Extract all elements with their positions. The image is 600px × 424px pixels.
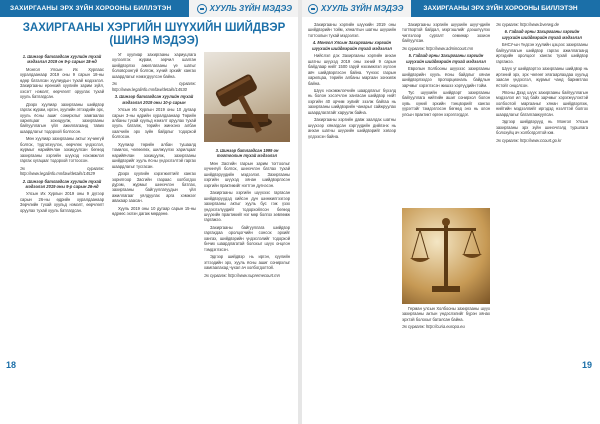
paragraph: Дээрх хуулиар захиргааны шийдвэр гаргах журам, иргэн, хуулийн этгээдийн эрх, хууль ёсны ашиг сонирхлыг хамгаалах харилцааг зохицуулж, захиргааны байгууллагын үйл ажиллагаанд тавих шаардлагыг тодорхой болгосон. [20, 101, 104, 134]
column-1 [20, 52, 104, 382]
paragraph: Захиргааны байгууллага шийдвэр гаргахдаа оролцогчийн сонсох эрхийг хангах, шийдвэрийн үндэслэлийг тодорхой бичих шаардлагатай болохыг шүүх онцлон тэмдэглэсэн. [204, 224, 290, 252]
paragraph: Улсын Их Хурлын 2019 оны 10 дугаар сарын 3-ны өдрийн хуралдаанаар Төрийн албаны тухай хуульд нэмэлт оруулах тухай хууль баталж, төрийн жинхэнэ албан хаагчийн эрх зүйн байдлыг тодорхой болгосон. [112, 107, 196, 140]
column-6 [496, 22, 588, 414]
column-2 [112, 52, 196, 382]
left-page-number: 18 [6, 360, 17, 370]
section-heading: 1. Шинээр батлагдсан хуулийн тухай мэдээлэл 2019 он 9-р сарын 18-нд [22, 54, 102, 65]
column-3 [204, 146, 290, 382]
image-caption: 3. Шинээр батлагдсан 1999 он тогтоолын тухай мэдээлэл [215, 148, 279, 159]
paragraph: Мөн Засгийн газрын зарим тогтоолыг хүчингүй болгох, шинэчлэн батлах тухай шийдвэрүүдийн мэдээлэл. Захиргааны хэргийн шүүхэд хянан шийдвэрлэсэн хэргийн практикийг нэгтгэн дүгнэсэн. [204, 160, 290, 188]
paragraph: Тус шүүхийн шийдвэрт захиргааны байгууллага нийтийн ашиг сонирхол болон хувь хүний эрхийн тэнцвэрийг хангах үүрэгтэйг тэмдэглэсэн бөгөөд энэ нь олон улсын практикт өргөн хэрэглэгддэг. [402, 89, 490, 117]
right-running-title: ЗАХИРГААНЫ ЭРХ ЗҮЙН ХОРООНЫ БИЛЛЭТЭН [423, 5, 578, 12]
source-link[interactable]: Эх сурвалж: http://curia.europa.eu [402, 324, 465, 330]
paragraph: Шүүх уг шийдвэртээ захиргааны шийдвэр нь иргэний эрх, эрх чөлөөг хязгаарлахдаа хуульд заасан үндэслэл, журмыг чанд баримтлах ёстойг онцолсон. [496, 66, 588, 88]
column-5-top [402, 22, 490, 206]
scales-icon [402, 208, 490, 304]
source-link[interactable]: Эх сурвалж: http://www.bverwg.de [496, 22, 559, 27]
paragraph: Захиргааны хэргийн шүүхийн 2019 оны шийдвэрийн тойм, хяналтын шатны шүүхийн тогтоолын тухай мэдээлэл. [308, 22, 396, 38]
paragraph: Монгол Улсын Их Хурлаас хуралдаанаар 2019 оны 9 сарын 18-ны өдөр баталсан хуулиудын тухай мэдээлэл. Захиргааны ерөнхий хуулийн зарим зүйл, хэсэгт нэмэлт, өөрчлөлт оруулах тухай хууль батлагдсан. [20, 66, 104, 100]
left-running-title: ЗАХИРГААНЫ ЭРХ ЗҮЙН ХОРООНЫ БИЛЛЭТЭН [10, 5, 172, 12]
paragraph: Эдгээр шийдвэрүүд нь Монгол Улсын захиргааны эрх зүйн шинэчлэлд туршлага болохуйц ач холбогдолтой юм. [496, 119, 588, 136]
section-heading: 2. Шинээр батлагдсан хуулийн тухай мэдээлэл 2019 оны 9-р сарын 26-нд [22, 178, 102, 189]
left-brand [189, 0, 300, 17]
column-4 [308, 22, 396, 414]
paragraph: БНСУ-ын Үндсэн хуулийн цэцээс захиргааны байгууллагын шийдвэр гаргах ажиллагаанд иргэдийн оролцоог хангах тухай шийдвэр гаргажээ. [496, 42, 588, 64]
paragraph: Захиргааны хэргийн шүүхийн шүүгчдийн тогтвортой байдал, мэргэшлийг дээшлүүлэх чиглэлээр сургалт семинар зохион байгуулсан. [402, 22, 490, 44]
paragraph: Захиргааны хэргийн шүүхээс гаргасан шийдвэрүүдэд хийсэн дүн шинжилгээгээр захиргааны актыг хууль бус гэж үзэх үндэслэлүүдийг тодорхойлсон бөгөөд шүүхийн практикийг нэг мөр болгох зөвлөмж гаргажээ. [204, 190, 290, 223]
section-heading: 4. Монгол Улсын Захиргааны хэргийн шүүхийн шийдвэрийн тухай мэдээлэл [312, 40, 392, 51]
source-link[interactable]: Эх сурвалж: http://www.legalinfo.mn/law/details/14530 [112, 81, 196, 92]
paragraph: Шүүх нэхэмжлэгчийн шаардлагыг бүхэлд нь болон хэсэгчлэн хангасан шийдвэр нийт хэргийн 40 орчим хувийг эзэлж байгаа нь захиргааны шийдвэрийн чанарыг сайжруулах шаардлагатайг харуулж байна. [308, 87, 396, 115]
gavel-photo [204, 52, 290, 142]
paragraph: Мөн хуулиар захиргааны актыг хүчингүй болгох, түдгэлзүүлэх, өөрчлөх үндэслэл, журмыг нарийвчлан зохицуулсан бөгөөд захиргааны хэргийн шүүхэд нэхэмжлэл гаргах хугацааг тодорхой тогтоосон. [20, 136, 104, 164]
right-page-number: 19 [582, 360, 593, 370]
paragraph: Хуулиар төрийн албан тушаалд томилох, чөлөөлөх, шилжүүлэх харилцааг нарийвчлан зохицуулж, захиргааны шийдвэрийг хууль ёсны үндэслэлтэй гаргах шаардлагыг тусгасан. [112, 141, 196, 169]
paragraph: Герман улсын Холбооны захиргааны шүүх захиргааны актын үндэслэлийг бүрэн хянах эрхтэй болохыг баталсан байна. [402, 306, 490, 322]
paragraph: Хууль 2019 оны 10 дугаар сарын 15-ны өдрөөс эхлэн дагаж мөрдөнө. [112, 205, 196, 217]
paragraph: Уг хуулиар захиргааны хариуцлага хүлээлгэх журам, зөрчил шалган шийдвэрлэх ажиллагааны үе шатыг боловсронгуй болгож, хүний эрхийг хангах шаардлагыг нэмэгдүүлсэн байна. [112, 52, 196, 79]
source-link[interactable]: Эх сурвалж: http://www.ccourt.go.kr [496, 137, 562, 143]
law-logo-icon [197, 4, 207, 14]
right-page-header [300, 0, 600, 17]
gavel-icon [204, 52, 290, 142]
section-heading: 6. Гадаад орны Захиргааны хэргийн шүүхийн шийдвэрийн тухай мэдээлэл [502, 29, 582, 40]
paragraph: Европын Холбооны шүүхээс захиргааны шийдвэрийн хууль ёсны байдлыг хянан шийдвэрлэхдээ пропорциональ байдлын зарчмыг хэрэглэсэн жишээ хэргүүдийн тойм. [402, 66, 490, 88]
right-brand-text: ХУУЛЬ ЗҮЙН МЭДЭЭ [321, 4, 404, 13]
section-heading: 5. Гадаад орны Захиргааны хэргийн шүүхийн шийдвэрийн тухай мэдээлэл [406, 53, 486, 64]
source-link[interactable]: Эх сурвалж: http://www.legalinfo.mn/law/details/14529 [20, 165, 104, 177]
paragraph: Нийслэл дэх Захиргааны хэргийн анхан шатны шүүхэд 2019 оны эхний 9 сарын байдлаар нийт 1500 гаруй нэхэмжлэл хүлээн авч шийдвэрлэсэн байна. Үүнээс газрын харилцаа, төрийн албаны маргаан зонхилж байна. [308, 53, 396, 86]
paragraph: Улсын Их Хурлын 2019 оны 9 дүгээр сарын 26-ны өдрийн хуралдаанаар Зөрчлийн тухай хуульд нэмэлт, өөрчлөлт оруулах тухай хууль батлагдсан. [20, 191, 104, 213]
left-brand-text: ХУУЛЬ ЗҮЙН МЭДЭЭ [209, 4, 292, 13]
justice-scales-photo [402, 208, 490, 304]
source-link[interactable]: Эх сурвалж: http://www.admincourt.mn [402, 45, 474, 51]
page-gutter [298, 0, 302, 424]
paragraph: Эдгээр шийдвэр нь иргэн, хуулийн этгээдийн эрх, хууль ёсны ашиг сонирхлыг хамгаалахад чухал ач холбогдолтой. [204, 254, 290, 271]
paragraph: Японы Дээд шүүх захиргааны байгууллагын мэдээлэл ил тод байх зарчмыг хэрэгжүүлэхтэй холбоотой маргааныг хянан шийдвэрлэж, нийтийн мэдээллийг иргэдэд нээлттэй болгох шаардлагыг баталгаажуулсан. [496, 89, 588, 117]
article-title: ЗАХИРГААНЫ ХЭРГИЙН ШҮҮХИЙН ШИЙДВЭР (ШИНЭ МЭДЭЭ) [22, 22, 286, 47]
right-brand [300, 0, 411, 17]
law-logo-icon [308, 4, 318, 14]
source-link[interactable]: Эх сурвалж: http://www.supremecourt.mn [204, 272, 280, 278]
paragraph: Дээрх хуулийн хэрэгжилтийг хангах зорилгоор Засгийн газраас холбогдох дүрэм, журмыг шинэчлэн батлах, захиргааны байгууллагуудын үйл ажиллагааг уялдуулах арга хэмжээг авахаар заасан. [112, 171, 196, 204]
section-heading: 3. Шинээр батлагдсан хуулийн тухай мэдээлэл 2019 оны 10-р сарын [114, 94, 194, 105]
left-page-header [0, 0, 300, 17]
paragraph: Захиргааны хэргийн давж заалдах шатны шүүхээр хянагдсан хэргүүдийн дийлэнх нь анхан шатны шүүхийн шийдвэрийг хэвээр үлдээсэн байна. [308, 117, 396, 139]
column-5-bottom [402, 306, 490, 414]
